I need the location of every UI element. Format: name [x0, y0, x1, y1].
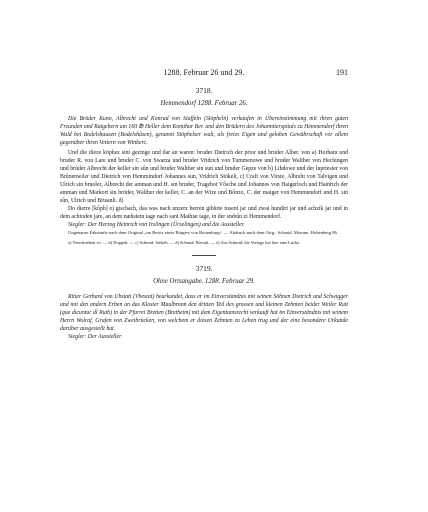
running-head-title: 1288. Februar 26 und 29. — [163, 68, 245, 77]
footnotes: a) Verschrieben vo. — b) Doppelt. — c) Schmid: Stekeli. — d) Schmid: Bresuli. — e) Aus Schmid; die Vorlage hat hier eine Lücke. — [68, 240, 301, 246]
document-page — [60, 68, 348, 341]
document-number: 3719. — [195, 264, 213, 274]
body-paragraph: Und die dieze köphez sint gezinge und dar an waren: bruder Dietrich der prior und bruder Alber. von a) Horhain und bruder R. von Lare und bruder C. von Swarza und bruder Vridrich von Tummenowe und bruder Walther von Hechingen und brůder Albrecht der keller sin sûn und bruder Walther sin sun und bruder Gepze von b) Lihdowe und der lupriester von Brůnenwiler und Dietrich von Hemmindorf Johannes sun, Vridrich Stökeli, c) Craft von Virste, Albreht von Talvigen und Ulrich sin bruoler, Albrecht der amman und H. sin bruder, Tragebot Vôsche und Johannes von Haigerloch und Hainrich der amman und Markort sin bröder, Walther der keller, C. an der Wize und Bônzo, C. der maiger von Hemmendorf und H. sin sûn, Ulrich und Brisanli. d) — [60, 150, 348, 204]
section-divider — [192, 255, 216, 256]
siegler-line: Siegler: Der Aussteller. — [68, 334, 123, 341]
running-head — [60, 68, 348, 80]
document-regest: Ritter Gerhard von Ubstatt (Vbestat) beurkundet, dass er im Einverständnis mit seinen Söhnen Dietrich und Schwigger und mit den andern Erben an das Kloster Maulbronn den dritten Teil des grossen und kleinen Zehnten beider Weiler Ruit (que dicuntur dî Ruth) in der Pfarrei Bretten (Bretheim) mit dem Eigentumsrecht verkauft hat im Einverständnis mit seinem Herrn Wolraf, Grafen von Zweibrücken, von welchem er diesen Zehnten zu Lehen trug und der eine besondere Urkunde darüber ausgestellt hat. — [60, 294, 348, 333]
document-heading: Hemmendorf 1288. Februar 26. — [160, 100, 248, 107]
page-number: 191 — [336, 68, 348, 77]
document-regest: Die Brüder Kuno, Albrecht und Konrad von Staffeln (Stöpheln) verkaufen in Übereinstimmung mit ihren guten Freunden und Ratgebern um 160 ℔ Heller dem Komthur Ber. und den Brüdern des Johanniterspitals zu Hemmendorf ihren Wald bei Bodelshausen (Bodelshûsen), genannt Stöphelser walt, als freies Eigen und geloben Gewährschaft vor allem gegenüber ihren Vettern von Winberc. — [60, 116, 348, 146]
document-heading: Ohne Ortsangabe. 1288. Februar 29. — [153, 278, 255, 286]
siegler-line: Siegler: Der Herzog Heinrich von Irslingen (Ürselingen) und die Aussteller. — [68, 222, 245, 228]
body-paragraph: Do dierre [kôph] e) gischach, das was nach unzerz herren gibürte tusent jar und zwai hundirt jar und achzik jar und in dem achtoden jare, an dem næhstem tage nach sant Mathiæ tage, in der stubûn zi Hemmendorf. — [60, 206, 348, 220]
source-note: Ungenaues Faksimile nach dem Original „im Besitz eines Bürgers von Rottenburg“. — Abdruck nach dem Orig.: Schmid, Monum. Hohenberg 86. — [68, 230, 338, 235]
document-body — [60, 149, 348, 221]
document-number: 3718. — [195, 86, 213, 95]
